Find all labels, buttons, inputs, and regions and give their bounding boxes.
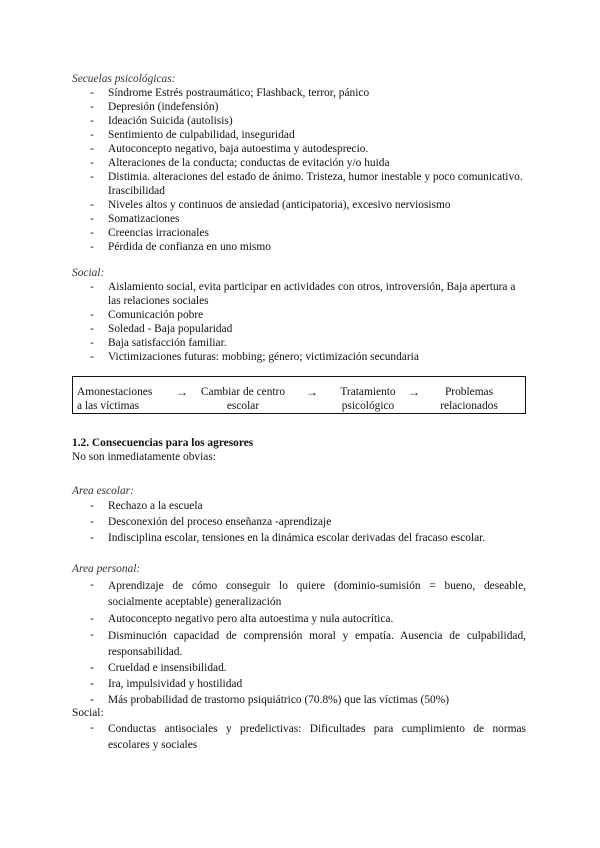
school-heading: Area escolar: xyxy=(72,485,134,497)
list-item: - Aprendizaje de cómo conseguir lo quiere (dominio-sumisión = bueno, deseable, socialmente aceptable) generalización xyxy=(90,579,526,608)
flow-step-problems: Problemas relacionados xyxy=(440,386,498,412)
list-item: - Ira, impulsividad y hostilidad xyxy=(90,678,243,690)
list-item: - Pérdida de confianza en uno mismo xyxy=(90,241,271,253)
list-item: - Autoconcepto negativo pero alta autoestima y nula autocrítica. xyxy=(90,613,394,625)
list-item: - Somatizaciones xyxy=(90,213,180,225)
list-item: - Rechazo a la escuela xyxy=(90,500,203,512)
flow-step-warnings: Amonestaciones a las víctimas xyxy=(77,386,153,412)
arrow-right-icon: → xyxy=(306,385,318,399)
list-item: - Distimia. alteraciones del estado de ánimo. Tristeza, humor inestable y poco comunicativo. Irascibilidad xyxy=(90,171,523,197)
list-item: - Comunicación pobre xyxy=(90,309,204,321)
section-intro: No son inmediatamente obvias: xyxy=(72,451,216,463)
list-item: - Victimizaciones futuras: mobbing; género; victimización secundaria xyxy=(90,351,419,363)
flow-step-change-school: Cambiar de centro escolar xyxy=(200,386,286,412)
section-heading: 1.2. Consecuencias para los agresores xyxy=(72,437,254,449)
list-item: - Síndrome Estrés postraumático; Flashback, terror, pánico xyxy=(90,87,370,99)
social-victim-heading: Social: xyxy=(72,267,105,279)
list-item: - Desconexión del proceso enseñanza -aprendizaje xyxy=(90,516,332,528)
flow-step-treatment: Tratamiento psicológico xyxy=(340,386,396,412)
psych-heading: Secuelas psicológicas: xyxy=(72,73,176,85)
social-victim-list xyxy=(0,280,600,364)
list-item: - Alteraciones de la conducta; conductas de evitación y/o huida xyxy=(90,157,390,169)
list-item: - Aislamiento social, evita participar en actividades con otros, introversión, Baja apertura a las relaciones sociales xyxy=(90,281,516,307)
list-item: - Indisciplina escolar, tensiones en la dinámica escolar derivadas del fracaso escolar. xyxy=(90,532,486,544)
arrow-right-icon: → xyxy=(408,385,420,399)
school-list xyxy=(0,499,600,545)
list-item: - Depresión (indefensión) xyxy=(90,101,219,113)
list-item: - Más probabilidad de trastorno psiquiátrico (70.8%) que las víctimas (50%) xyxy=(90,694,450,706)
list-item: - Baja satisfacción familiar. xyxy=(90,337,227,349)
list-item: - Soledad - Baja popularidad xyxy=(90,323,233,335)
arrow-right-icon: → xyxy=(176,385,188,399)
list-item: - Sentimiento de culpabilidad, inseguridad xyxy=(90,129,295,141)
social-aggr-list xyxy=(0,721,600,753)
list-item: - Creencias irracionales xyxy=(90,227,209,239)
consequence-flow-box xyxy=(72,376,526,414)
personal-list xyxy=(0,578,600,707)
list-item: - Conductas antisociales y predelictivas: Dificultades para cumplimiento de normas escolares y sociales xyxy=(90,722,526,751)
personal-heading: Area personal: xyxy=(72,563,141,575)
list-item: - Autoconcepto negativo, baja autoestima y autodesprecio. xyxy=(90,143,369,155)
list-item: - Niveles altos y continuos de ansiedad (anticipatoria), excesivo nerviosismo xyxy=(90,199,451,211)
social-aggr-heading: Social: xyxy=(72,707,104,719)
list-item: - Crueldad e insensibilidad. xyxy=(90,662,227,674)
list-item: - Disminución capacidad de comprensión moral y empatía. Ausencia de culpabilidad, responsabilidad. xyxy=(90,629,526,658)
list-item: - Ideación Suicida (autolisis) xyxy=(90,115,233,127)
psych-list xyxy=(0,86,600,254)
